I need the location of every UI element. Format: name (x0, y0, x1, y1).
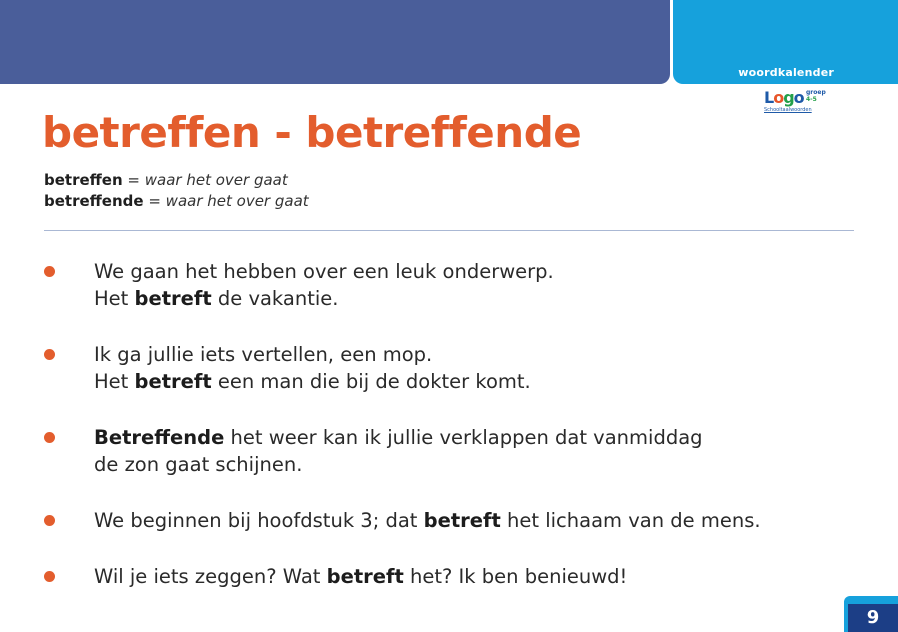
example-line: Het betreft de vakantie. (94, 287, 339, 310)
definition-row (44, 170, 309, 191)
logo-subtitle: Schooltaalwoorden (764, 107, 812, 113)
example-item (44, 507, 864, 534)
example-item (44, 424, 864, 478)
page-number-badge (844, 596, 898, 632)
example-line: We beginnen bij hoofdstuk 3; dat betreft het lichaam van de mens. (94, 509, 761, 532)
example-item (44, 341, 864, 395)
bullet-icon (44, 266, 55, 277)
example-line: Betreffende het weer kan ik jullie verklappen dat vanmiddag (94, 426, 703, 449)
divider (44, 230, 854, 231)
example-line: Het betreft een man die bij de dokter komt. (94, 370, 531, 393)
bullet-icon (44, 432, 55, 443)
definition-row (44, 191, 309, 212)
definition-term: betreffende (44, 192, 144, 210)
logo (764, 88, 824, 116)
example-line: We gaan het hebben over een leuk onderwerp. (94, 260, 554, 283)
definition-term: betreffen (44, 171, 123, 189)
example-line: de zon gaat schijnen. (94, 453, 303, 476)
example-item (44, 258, 864, 312)
bullet-icon (44, 349, 55, 360)
example-list (44, 258, 864, 590)
definition-meaning: = waar het over gaat (143, 192, 309, 210)
example-line: Ik ga jullie iets vertellen, een mop. (94, 343, 433, 366)
example-line: Wil je iets zeggen? Wat betreft het? Ik ben benieuwd! (94, 565, 628, 588)
example-item (44, 563, 864, 590)
header-band-left (0, 0, 670, 84)
bullet-icon (44, 571, 55, 582)
definition-meaning: = waar het over gaat (122, 171, 288, 189)
bullet-icon (44, 515, 55, 526)
page-title: betreffen - betreffende (42, 108, 582, 157)
logo-wordmark: Logo (764, 88, 804, 107)
definitions (44, 170, 309, 212)
page-number: 9 (848, 604, 898, 632)
brand-label: woordkalender (738, 66, 834, 79)
logo-grades: groep 4-5 (806, 89, 826, 103)
